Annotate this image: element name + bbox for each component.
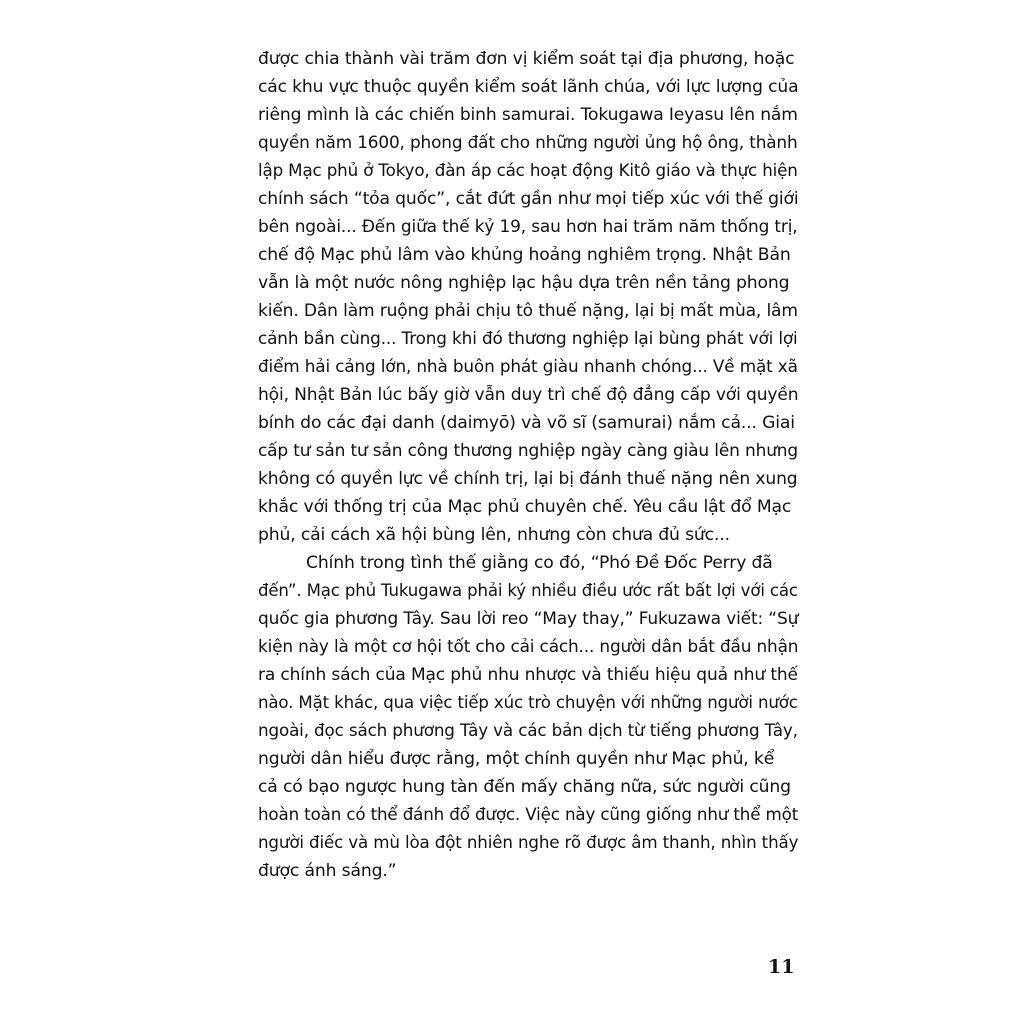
text-line: nào. Mặt khác, qua việc tiếp xúc trò chuyện với những người nước [258, 693, 798, 713]
text-line: chính sách “tỏa quốc”, cắt đứt gần như mọi tiếp xúc với thế giới [258, 189, 799, 209]
text-line: phủ, cải cách xã hội bùng lên, nhưng còn chưa đủ sức... [258, 525, 730, 545]
text-line: chế độ Mạc phủ lâm vào khủng hoảng nghiêm trọng. Nhật Bản [258, 245, 791, 265]
text-line: cả có bạo ngược hung tàn đến mấy chăng nữa, sức người cũng [258, 777, 791, 797]
text-line: vẫn là một nước nông nghiệp lạc hậu dựa trên nền tảng phong [258, 273, 790, 293]
text-line: ra chính sách của Mạc phủ nhu nhược và thiếu hiệu quả như thế [258, 665, 798, 685]
text-line: khắc với thống trị của Mạc phủ chuyên chế. Yêu cầu lật đổ Mạc [258, 497, 792, 517]
text-line: được ánh sáng.” [258, 861, 397, 881]
text-line: Chính trong tình thế giằng co đó, “Phó Đề Đốc Perry đã [306, 553, 773, 573]
text-line: được chia thành vài trăm đơn vị kiểm soát tại địa phương, hoặc [258, 49, 795, 69]
text-line: điểm hải cảng lớn, nhà buôn phát giàu nhanh chóng... Về mặt xã [258, 357, 798, 377]
text-line: lập Mạc phủ ở Tokyo, đàn áp các hoạt động Kitô giáo và thực hiện [258, 161, 798, 181]
text-line: cảnh bần cùng... Trong khi đó thương nghiệp lại bùng phát với lợi [258, 329, 798, 349]
text-line: cấp tư sản tư sản công thương nghiệp ngày càng giàu lên nhưng [258, 441, 799, 461]
text-line: bính do các đại danh (daimyō) và võ sĩ (samurai) nắm cả... Giai [258, 413, 795, 433]
text-line: ngoài, đọc sách phương Tây và các bản dịch từ tiếng phương Tây, [258, 721, 798, 741]
text-line: hội, Nhật Bản lúc bấy giờ vẫn duy trì chế độ đẳng cấp với quyền [258, 385, 799, 405]
text-line: người điếc và mù lòa đột nhiên nghe rõ được âm thanh, nhìn thấy [258, 833, 799, 853]
text-line: bên ngoài... Đến giữa thế kỷ 19, sau hơn hai trăm năm thống trị, [258, 217, 798, 237]
page-number: 11 [768, 956, 795, 978]
text-line: các khu vực thuộc quyền kiểm soát lãnh chúa, với lực lượng của [258, 77, 799, 97]
text-line: hoàn toàn có thể đánh đổ được. Việc này cũng giống như thể một [258, 805, 799, 825]
text-line: đến”. Mạc phủ Tukugawa phải ký nhiều điều ước rất bất lợi với các [258, 581, 798, 601]
text-line: kiện này là một cơ hội tốt cho cải cách... người dân bắt đầu nhận [258, 637, 799, 657]
text-line: riêng mình là các chiến binh samurai. Tokugawa Ieyasu lên nắm [258, 105, 798, 125]
text-line: kiến. Dân làm ruộng phải chịu tô thuế nặng, lại bị mất mùa, lâm [258, 301, 798, 321]
text-line: quyền năm 1600, phong đất cho những người ủng hộ ông, thành [258, 133, 798, 153]
text-line: người dân hiểu được rằng, một chính quyền như Mạc phủ, kể [258, 749, 775, 769]
text-line: quốc gia phương Tây. Sau lời reo “May thay,” Fukuzawa viết: “Sự [258, 609, 799, 629]
text-line: không có quyền lực về chính trị, lại bị đánh thuế nặng nên xung [258, 469, 798, 489]
